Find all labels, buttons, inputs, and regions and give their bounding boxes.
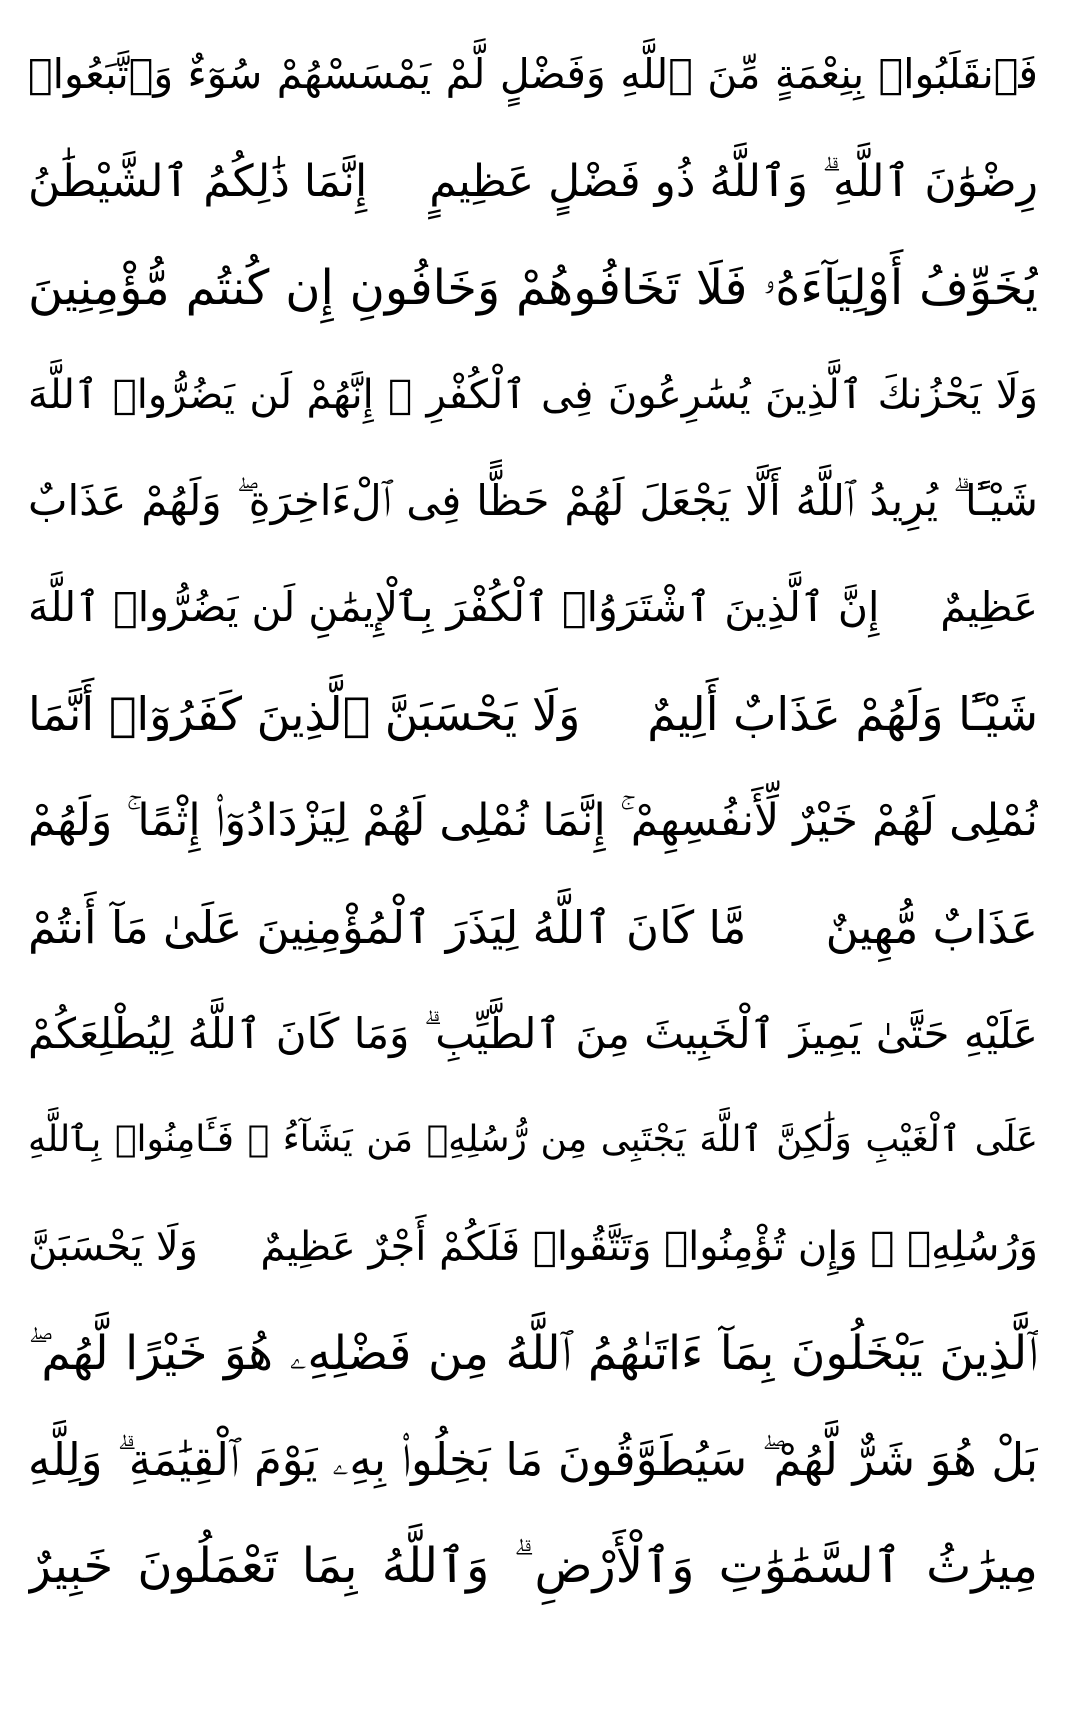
text-line xyxy=(28,555,1038,662)
verse-text: مِيرَٰثُ ٱلسَّمَٰوَٰتِ وَٱلْأَرْضِ ۗ وَٱللَّهُ بِمَا تَعْمَلُونَ خَبِيرٌ xyxy=(28,1537,1038,1594)
text-line xyxy=(28,22,1038,129)
verse-text: نُمْلِى لَهُمْ خَيْرٌ لِّأَنفُسِهِمْ ۚ إِنَّمَا نُمْلِى لَهُمْ لِيَزْدَادُوٓا۟ إِثْمًا ۚ وَلَهُمْ xyxy=(28,794,1038,846)
verse-text: وَرُسُلِهِۦ ۚ وَإِن تُؤْمِنُوا۟ وَتَتَّقُوا۟ فَلَكُمْ أَجْرٌ عَظِيمٌ xyxy=(260,1223,1038,1270)
verse-text: شَيْـًٔا ۗ يُرِيدُ ٱللَّهُ أَلَّا يَجْعَلَ لَهُمْ حَظًّا فِى ٱلْءَاخِرَةِ ۖ وَلَهُمْ عَذَابٌ xyxy=(28,476,1038,526)
text-line xyxy=(28,1087,1038,1194)
text-line xyxy=(28,448,1038,555)
verse-text: يُخَوِّفُ أَوْلِيَآءَهُۥ فَلَا تَخَافُوهُمْ وَخَافُونِ إِن كُنتُم مُّؤْمِنِينَ xyxy=(28,259,1038,316)
verse-text: إِنَّمَا ذَٰلِكُمُ ٱلشَّيْطَٰنُ xyxy=(28,155,368,207)
text-line xyxy=(28,661,1038,768)
verse-text: رِضْوَٰنَ ٱللَّهِ ۗ وَٱللَّهُ ذُو فَضْلٍ عَظِيمٍ xyxy=(429,155,1038,207)
verse-text: ٱلَّذِينَ يَبْخَلُونَ بِمَآ ءَاتَىٰهُمُ ٱللَّهُ مِن فَضْلِهِۦ هُوَ خَيْرًا لَّهُم ۖ xyxy=(28,1325,1038,1381)
text-line xyxy=(28,1407,1038,1514)
verse-text: بَلْ هُوَ شَرٌّ لَّهُمْ ۖ سَيُطَوَّقُونَ مَا بَخِلُوا۟ بِهِۦ يَوْمَ ٱلْقِيَٰمَةِ ۗ وَلِلَّهِ xyxy=(28,1433,1038,1486)
verse-text: وَلَا يَحْسَبَنَّ xyxy=(28,1223,198,1270)
text-line xyxy=(28,235,1038,342)
text-line xyxy=(28,981,1038,1088)
verse-text: شَيْـًٔا وَلَهُمْ عَذَابٌ أَلِيمٌ xyxy=(647,686,1038,741)
verse-text: عَلَى ٱلْغَيْبِ وَلَٰكِنَّ ٱللَّهَ يَجْتَبِى مِن رُّسُلِهِۦ مَن يَشَآءُ ۖ فَـَٔامِنُوا۟ بِٱللَّهِ xyxy=(28,1119,1038,1161)
verse-text: فَٱنقَلَبُوا۟ بِنِعْمَةٍ مِّنَ ٱللَّهِ وَفَضْلٍ لَّمْ يَمْسَسْهُمْ سُوٓءٌ وَٱتَّبَعُوا۟ xyxy=(28,50,1038,99)
verse-text: عَذَابٌ مُّهِينٌ xyxy=(825,900,1038,954)
text-line xyxy=(28,874,1038,981)
verse-text: مَّا كَانَ ٱللَّهُ لِيَذَرَ ٱلْمُؤْمِنِينَ عَلَىٰ مَآ أَنتُمْ xyxy=(28,900,747,954)
text-line xyxy=(28,342,1038,449)
text-line xyxy=(28,1300,1038,1407)
text-line xyxy=(28,768,1038,875)
verse-text: عَظِيمٌ xyxy=(940,582,1038,631)
verse-text: وَلَا يَحْزُنكَ ٱلَّذِينَ يُسَٰرِعُونَ فِى ٱلْكُفْرِ ۚ إِنَّهُمْ لَن يَضُرُّوا۟ ٱللَّهَ xyxy=(28,371,1038,418)
verse-text: وَلَا يَحْسَبَنَّ ٱلَّذِينَ كَفَرُوٓا۟ أَنَّمَا xyxy=(28,686,581,741)
text-line xyxy=(28,1513,1038,1620)
text-line xyxy=(28,1194,1038,1301)
verse-text: إِنَّ ٱلَّذِينَ ٱشْتَرَوُا۟ ٱلْكُفْرَ بِٱلْإِيمَٰنِ لَن يَضُرُّوا۟ ٱللَّهَ xyxy=(28,582,880,631)
verse-text: عَلَيْهِ حَتَّىٰ يَمِيزَ ٱلْخَبِيثَ مِنَ ٱلطَّيِّبِ ۗ وَمَا كَانَ ٱللَّهُ لِيُطْلِعَكُمْ xyxy=(28,1008,1038,1058)
text-line xyxy=(28,129,1038,236)
